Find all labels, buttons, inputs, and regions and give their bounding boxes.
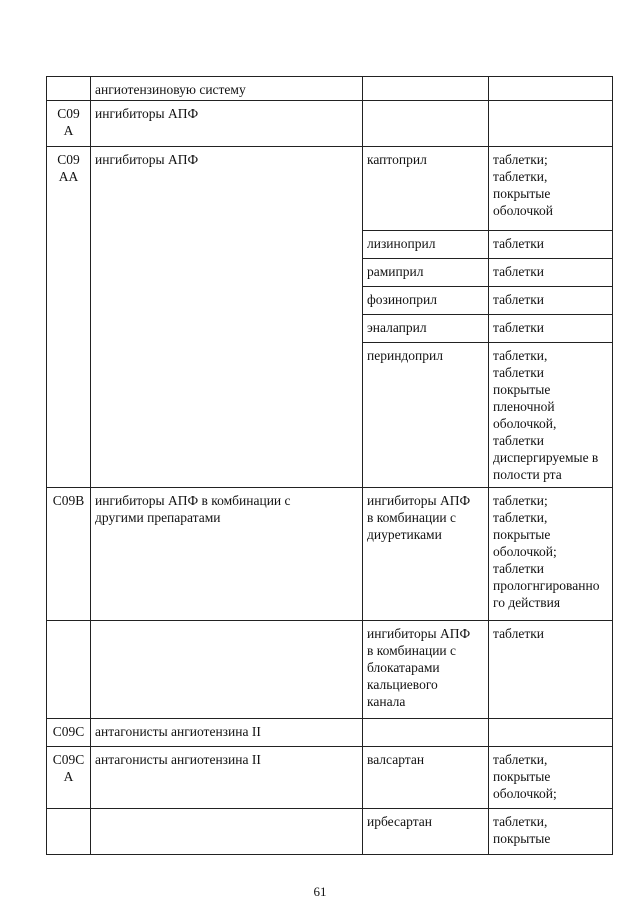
- group-cell: антагонисты ангиотензина II: [91, 719, 363, 747]
- atc-code-cell: C09C A: [47, 747, 91, 809]
- form-cell: таблетки, покрытые: [489, 809, 613, 855]
- form-cell: [489, 77, 613, 101]
- form-cell: таблетки; таблетки, покрытые оболочкой; таблетки прологнгированно го действия: [489, 488, 613, 621]
- form-cell: таблетки: [489, 315, 613, 343]
- drug-cell: [363, 101, 489, 147]
- form-cell: таблетки: [489, 231, 613, 259]
- drug-cell: ингибиторы АПФ в комбинации с блокатарами кальциевого канала: [363, 621, 489, 719]
- atc-code-cell: C09 A: [47, 101, 91, 147]
- atc-code-cell: [47, 809, 91, 855]
- drug-cell: фозиноприл: [363, 287, 489, 315]
- drug-table: [46, 76, 613, 855]
- table-row: [47, 147, 613, 231]
- form-cell: [489, 719, 613, 747]
- table-row: [47, 809, 613, 855]
- table-row: [47, 101, 613, 147]
- form-cell: таблетки: [489, 259, 613, 287]
- group-cell: [91, 809, 363, 855]
- drug-cell: ирбесартан: [363, 809, 489, 855]
- table-row: [47, 719, 613, 747]
- drug-cell: периндоприл: [363, 343, 489, 488]
- atc-code-cell: [47, 621, 91, 719]
- drug-cell: каптоприл: [363, 147, 489, 231]
- table-row: [47, 621, 613, 719]
- group-cell: ингибиторы АПФ: [91, 101, 363, 147]
- form-cell: таблетки, таблетки покрытые пленочной оболочкой, таблетки диспергируемые в полости рта: [489, 343, 613, 488]
- drug-cell: рамиприл: [363, 259, 489, 287]
- form-cell: таблетки: [489, 287, 613, 315]
- atc-code-cell: C09B: [47, 488, 91, 621]
- table-row: [47, 747, 613, 809]
- drug-cell: ингибиторы АПФ в комбинации с диуретиками: [363, 488, 489, 621]
- group-cell: ангиотензиновую систему: [91, 77, 363, 101]
- group-cell: [91, 621, 363, 719]
- table-row: [47, 488, 613, 621]
- group-cell: ингибиторы АПФ: [91, 147, 363, 488]
- page-number: 61: [313, 884, 327, 899]
- form-cell: [489, 101, 613, 147]
- group-cell: ингибиторы АПФ в комбинации с другими препаратами: [91, 488, 363, 621]
- form-cell: таблетки: [489, 621, 613, 719]
- drug-cell: валсартан: [363, 747, 489, 809]
- drug-cell: лизиноприл: [363, 231, 489, 259]
- drug-cell: [363, 77, 489, 101]
- group-cell: антагонисты ангиотензина II: [91, 747, 363, 809]
- form-cell: таблетки, покрытые оболочкой;: [489, 747, 613, 809]
- drug-cell: эналаприл: [363, 315, 489, 343]
- atc-code-cell: C09 AA: [47, 147, 91, 488]
- table-row: [47, 77, 613, 101]
- drug-cell: [363, 719, 489, 747]
- atc-code-cell: C09C: [47, 719, 91, 747]
- atc-code-cell: [47, 77, 91, 101]
- form-cell: таблетки; таблетки, покрытые оболочкой: [489, 147, 613, 231]
